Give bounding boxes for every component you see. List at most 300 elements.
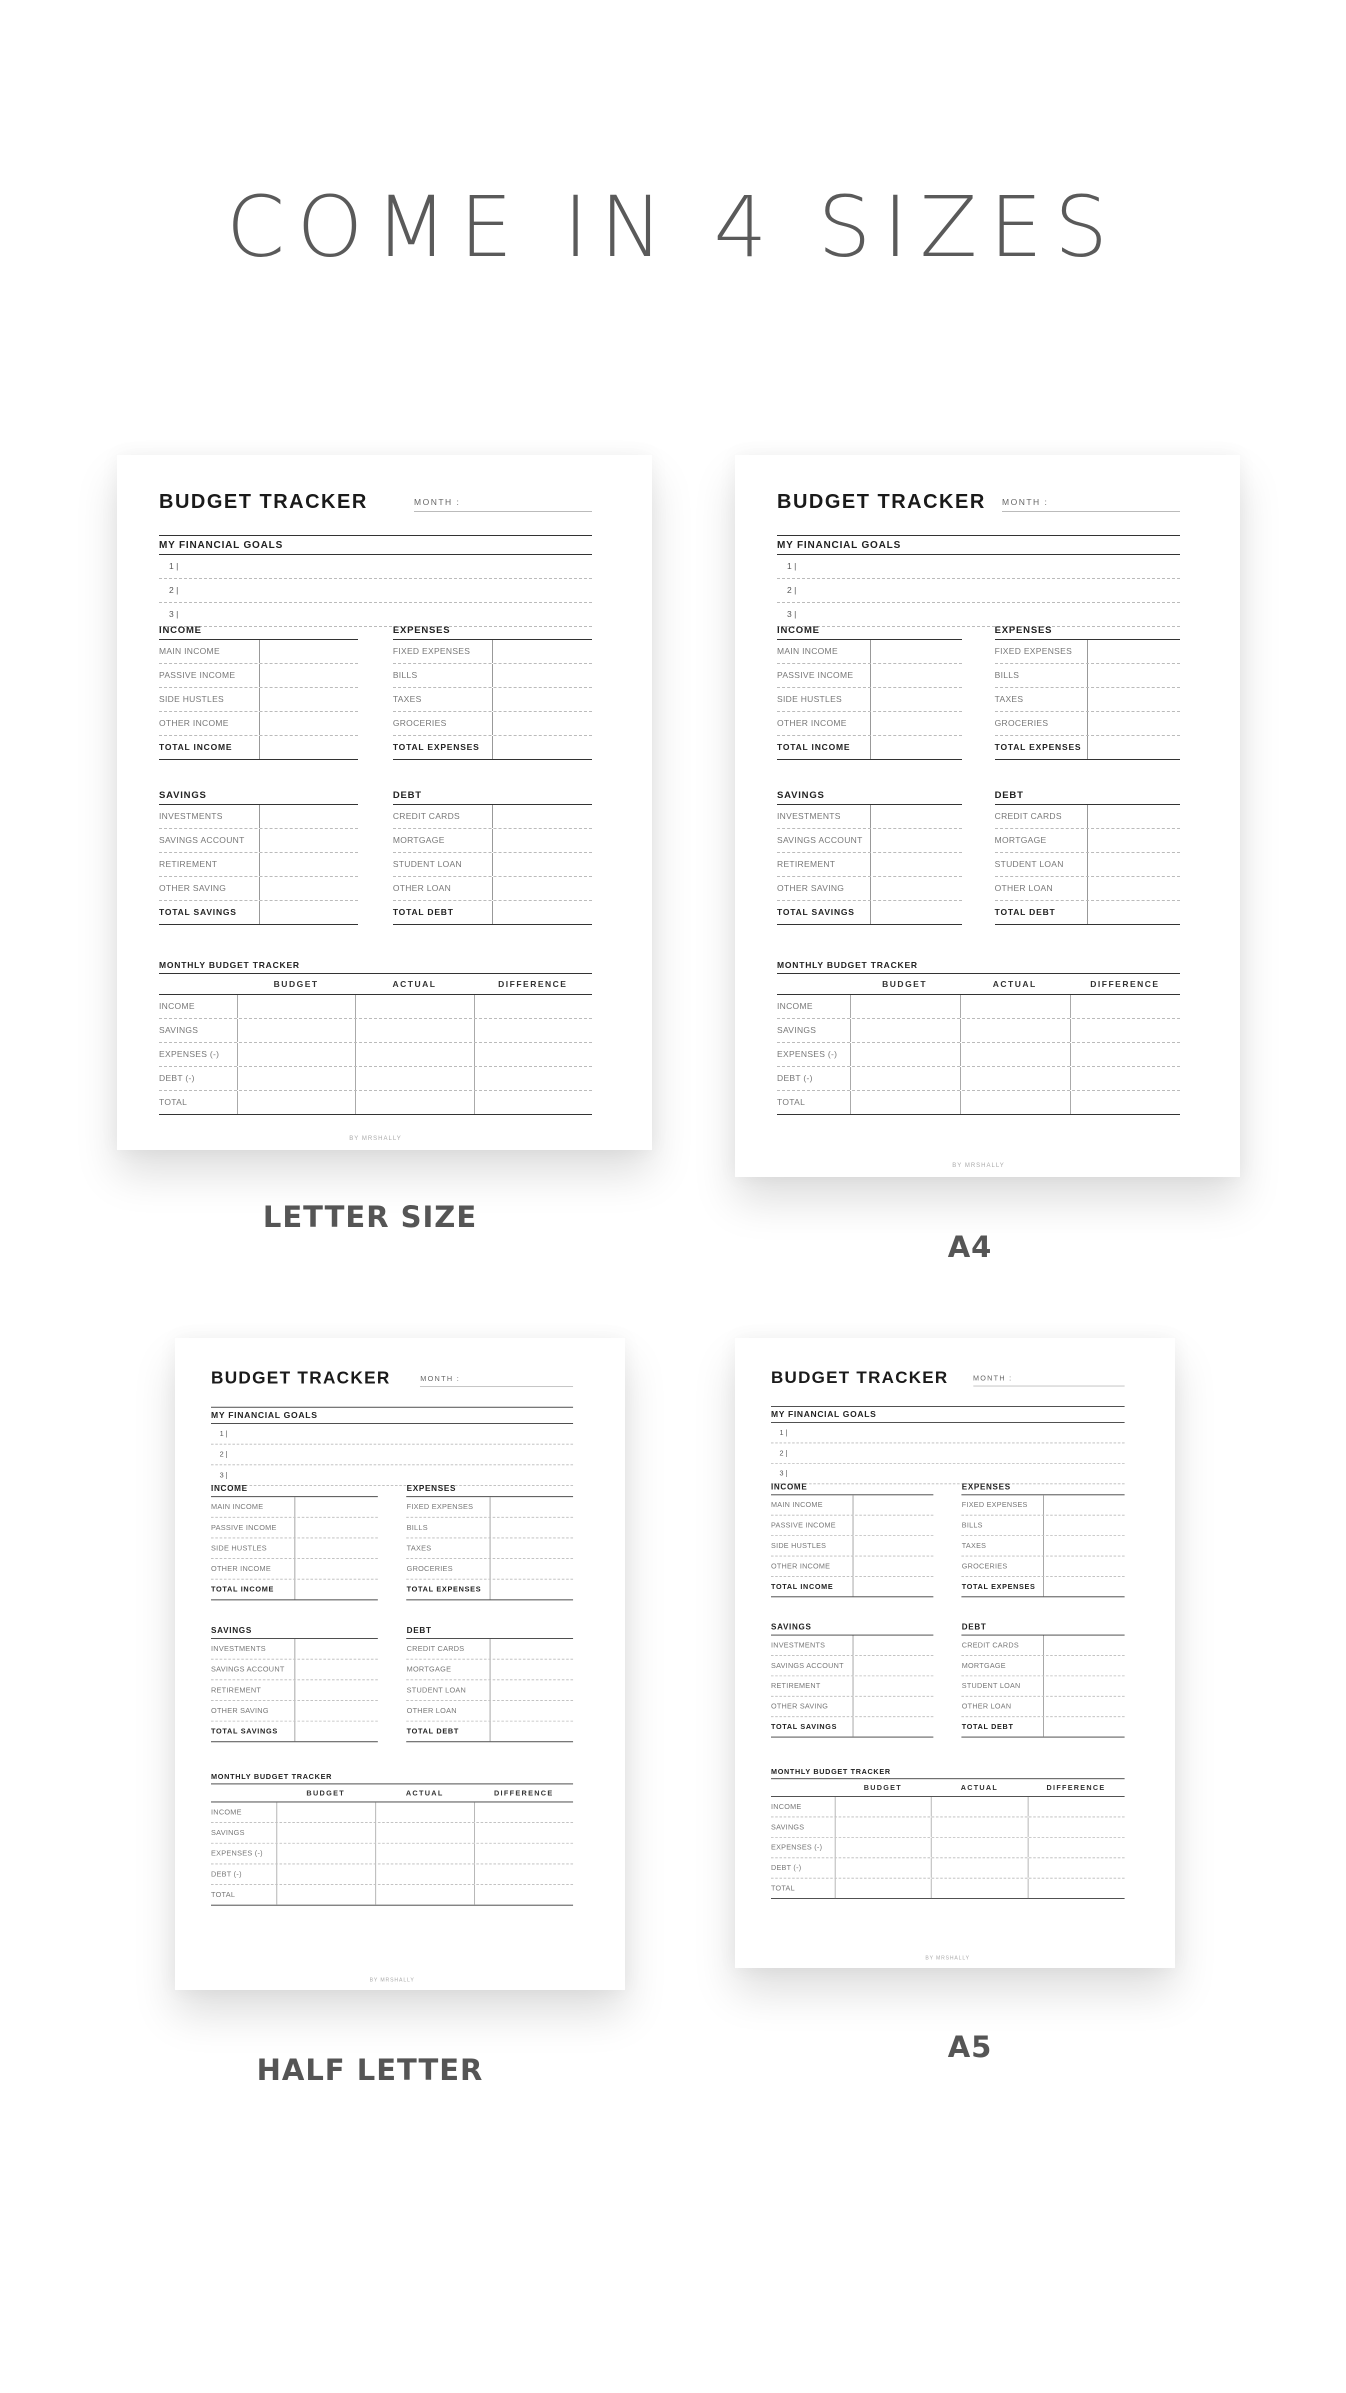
income-row-label: MAIN INCOME: [777, 640, 871, 663]
monthly-cell: [834, 1838, 931, 1858]
monthly-row: [211, 1885, 573, 1906]
monthly-cell: [834, 1879, 931, 1899]
savings-row-label: SAVINGS ACCOUNT: [771, 1656, 853, 1676]
savings-heading: SAVINGS: [159, 790, 358, 805]
monthly-cell: [276, 1844, 375, 1864]
expenses-heading: EXPENSES: [961, 1483, 1124, 1496]
income-row-label: OTHER INCOME: [159, 712, 260, 735]
monthly-row: [777, 995, 1180, 1019]
monthly-cell: [931, 1858, 1028, 1878]
monthly-row: [771, 1838, 1124, 1858]
savings-row: [771, 1676, 934, 1696]
monthly-cell: [375, 1802, 474, 1822]
expenses-row: [407, 1538, 574, 1559]
savings-row-label: SAVINGS ACCOUNT: [777, 829, 871, 852]
monthly-cell: [474, 1823, 573, 1843]
monthly-row-label: SAVINGS: [770, 1822, 805, 1831]
debt-row: [393, 805, 592, 829]
caption-letter-size: LETTER SIZE: [262, 1200, 478, 1234]
monthly-cell: [474, 995, 592, 1018]
caption-a4: A4: [947, 1230, 993, 1264]
income-total-label: TOTAL INCOME: [771, 1577, 853, 1597]
monthly-row-label: DEBT (-): [159, 1073, 195, 1083]
income-group: [777, 625, 962, 760]
monthly-column-header: ACTUAL: [405, 1788, 444, 1798]
expenses-row-label: BILLS: [407, 1518, 491, 1538]
debt-total-row: [995, 901, 1180, 925]
savings-row: [771, 1656, 934, 1676]
monthly-cell: [850, 1091, 960, 1114]
expenses-row: [393, 664, 592, 688]
expenses-total-row: [407, 1580, 574, 1601]
savings-row-label: OTHER SAVING: [211, 1701, 295, 1721]
income-row-label: OTHER INCOME: [771, 1556, 853, 1576]
savings-row: [211, 1701, 378, 1722]
debt-row: [407, 1701, 574, 1722]
monthly-header-blank: [777, 974, 850, 994]
expenses-heading: EXPENSES: [407, 1484, 574, 1497]
goal-line: 2 |: [771, 1443, 1124, 1463]
monthly-cell: [1070, 1019, 1180, 1042]
debt-row: [961, 1697, 1124, 1717]
monthly-row: [211, 1802, 573, 1823]
monthly-row-label: INCOME: [777, 1001, 813, 1011]
monthly-row-label: EXPENSES (-): [770, 1842, 822, 1852]
debt-heading: DEBT: [407, 1626, 574, 1639]
financial-goals-section: [159, 535, 592, 627]
monthly-row-label: SAVINGS: [777, 1025, 817, 1035]
monthly-row: [777, 1067, 1180, 1091]
savings-row-label: OTHER SAVING: [159, 877, 260, 900]
debt-row-label: CREDIT CARDS: [393, 805, 494, 828]
savings-total-label: TOTAL SAVINGS: [777, 901, 871, 924]
debt-total-label: TOTAL DEBT: [961, 1717, 1043, 1737]
income-total-row: [211, 1580, 378, 1601]
income-heading: INCOME: [159, 625, 358, 640]
income-group: [771, 1483, 934, 1598]
monthly-cell: [1070, 1067, 1180, 1090]
savings-heading: SAVINGS: [771, 1623, 934, 1636]
expenses-row: [961, 1495, 1124, 1515]
monthly-cell: [834, 1858, 931, 1878]
goals-heading: MY FINANCIAL GOALS: [777, 535, 1180, 555]
debt-total-label: TOTAL DEBT: [407, 1722, 491, 1742]
monthly-cell: [960, 1091, 1070, 1114]
monthly-cell: [474, 1043, 592, 1066]
expenses-group: [393, 625, 592, 760]
month-field: MONTH :: [1002, 497, 1180, 512]
monthly-column-header: BUDGET: [882, 979, 928, 989]
goal-line: 1 |: [771, 1423, 1124, 1443]
monthly-row-label: SAVINGS: [211, 1828, 245, 1837]
expenses-row: [961, 1536, 1124, 1556]
savings-row: [777, 829, 962, 853]
income-row-label: SIDE HUSTLES: [771, 1536, 853, 1556]
debt-group: [961, 1623, 1124, 1738]
debt-row-label: MORTGAGE: [995, 829, 1089, 852]
savings-total-row: [211, 1722, 378, 1743]
debt-heading: DEBT: [995, 790, 1180, 805]
debt-row-label: MORTGAGE: [961, 1656, 1043, 1676]
debt-row: [393, 877, 592, 901]
income-row: [771, 1556, 934, 1576]
tracker-title: BUDGET TRACKER: [770, 1368, 949, 1388]
monthly-cell: [375, 1885, 474, 1905]
monthly-cell: [1027, 1858, 1124, 1878]
monthly-row: [771, 1879, 1124, 1899]
monthly-row: [211, 1844, 573, 1865]
expenses-row-label: BILLS: [961, 1516, 1043, 1536]
savings-row: [159, 877, 358, 901]
monthly-cell: [375, 1864, 474, 1884]
financial-goals-section: [777, 535, 1180, 627]
debt-total-row: [961, 1717, 1124, 1737]
debt-row: [961, 1676, 1124, 1696]
goal-line: 3 |: [771, 1464, 1124, 1484]
expenses-heading: EXPENSES: [995, 625, 1180, 640]
income-row-label: MAIN INCOME: [771, 1495, 853, 1515]
savings-row-label: RETIREMENT: [777, 853, 871, 876]
expenses-row: [393, 688, 592, 712]
debt-row-label: OTHER LOAN: [407, 1701, 491, 1721]
monthly-header-row: [777, 974, 1180, 995]
monthly-row-label: TOTAL: [211, 1890, 236, 1899]
monthly-budget-table: [771, 1767, 1124, 1899]
savings-total-label: TOTAL SAVINGS: [771, 1717, 853, 1737]
income-row-label: SIDE HUSTLES: [211, 1538, 295, 1558]
expenses-total-row: [995, 736, 1180, 760]
debt-row-label: STUDENT LOAN: [393, 853, 494, 876]
monthly-cell: [474, 1885, 573, 1905]
savings-row-label: RETIREMENT: [159, 853, 260, 876]
goal-line: 2 |: [159, 579, 592, 603]
debt-row: [961, 1636, 1124, 1656]
tracker-title: BUDGET TRACKER: [777, 491, 986, 513]
debt-group: [995, 790, 1180, 925]
debt-row-label: CREDIT CARDS: [407, 1639, 491, 1659]
financial-goals-section: [211, 1407, 573, 1486]
debt-row-label: OTHER LOAN: [393, 877, 494, 900]
debt-row-label: STUDENT LOAN: [995, 853, 1089, 876]
monthly-row: [211, 1864, 573, 1885]
monthly-column-header: BUDGET: [273, 979, 319, 989]
monthly-cell: [276, 1823, 375, 1843]
monthly-column-header: DIFFERENCE: [1090, 979, 1160, 989]
monthly-cell: [237, 1019, 355, 1042]
monthly-row: [777, 1019, 1180, 1043]
expenses-row: [961, 1556, 1124, 1576]
monthly-cell: [355, 1067, 473, 1090]
expenses-total-row: [961, 1577, 1124, 1597]
monthly-row-label: EXPENSES (-): [159, 1049, 220, 1059]
income-row-label: PASSIVE INCOME: [211, 1518, 295, 1538]
monthly-row: [771, 1817, 1124, 1837]
monthly-row: [159, 1043, 592, 1067]
monthly-cell: [834, 1797, 931, 1817]
goal-line: 1 |: [777, 555, 1180, 579]
savings-group: [211, 1626, 378, 1742]
monthly-column-header: DIFFERENCE: [1046, 1783, 1106, 1792]
expenses-row: [995, 712, 1180, 736]
monthly-cell: [1027, 1817, 1124, 1837]
expenses-row-label: FIXED EXPENSES: [407, 1497, 491, 1517]
expenses-group: [995, 625, 1180, 760]
monthly-row: [777, 1043, 1180, 1067]
monthly-cell: [237, 1043, 355, 1066]
debt-row: [995, 877, 1180, 901]
income-row-label: MAIN INCOME: [159, 640, 260, 663]
income-row-label: PASSIVE INCOME: [771, 1516, 853, 1536]
savings-total-row: [159, 901, 358, 925]
goal-line: 1 |: [159, 555, 592, 579]
monthly-row-label: INCOME: [211, 1807, 242, 1817]
income-total-label: TOTAL INCOME: [159, 736, 260, 759]
monthly-cell: [355, 995, 473, 1018]
monthly-row-label: INCOME: [770, 1802, 802, 1811]
monthly-column-header: ACTUAL: [992, 979, 1037, 989]
income-row: [159, 712, 358, 736]
income-heading: INCOME: [211, 1484, 378, 1497]
goal-line: 1 |: [211, 1424, 573, 1445]
savings-row: [159, 853, 358, 877]
goal-line: 3 |: [211, 1465, 573, 1486]
savings-row: [771, 1636, 934, 1656]
monthly-cell: [276, 1885, 375, 1905]
savings-row-label: SAVINGS ACCOUNT: [211, 1660, 295, 1680]
monthly-heading: MONTHLY BUDGET TRACKER: [777, 960, 1180, 974]
monthly-row-label: DEBT (-): [211, 1869, 242, 1879]
debt-row: [995, 829, 1180, 853]
income-group: [211, 1484, 378, 1600]
month-field: MONTH :: [420, 1374, 573, 1387]
monthly-row: [159, 1091, 592, 1115]
debt-row: [995, 853, 1180, 877]
goals-heading: MY FINANCIAL GOALS: [159, 535, 592, 555]
income-row-label: MAIN INCOME: [211, 1497, 295, 1517]
debt-heading: DEBT: [393, 790, 592, 805]
income-row: [211, 1559, 378, 1580]
income-total-label: TOTAL INCOME: [211, 1580, 295, 1600]
monthly-cell: [1070, 1091, 1180, 1114]
monthly-cell: [931, 1838, 1028, 1858]
monthly-cell: [1027, 1797, 1124, 1817]
savings-row: [777, 805, 962, 829]
monthly-cell: [474, 1864, 573, 1884]
monthly-cell: [237, 1067, 355, 1090]
monthly-budget-table: [777, 960, 1180, 1115]
income-row: [771, 1516, 934, 1536]
debt-row-label: CREDIT CARDS: [961, 1636, 1043, 1656]
expenses-row-label: GROCERIES: [995, 712, 1089, 735]
debt-group: [407, 1626, 574, 1742]
income-row: [771, 1536, 934, 1556]
savings-total-label: TOTAL SAVINGS: [211, 1722, 295, 1742]
monthly-row: [159, 1019, 592, 1043]
expenses-row-label: FIXED EXPENSES: [961, 1495, 1043, 1515]
monthly-cell: [375, 1823, 474, 1843]
income-heading: INCOME: [777, 625, 962, 640]
income-row: [777, 712, 962, 736]
savings-row: [211, 1680, 378, 1701]
monthly-header-blank: [771, 1779, 835, 1796]
debt-row-label: CREDIT CARDS: [995, 805, 1089, 828]
expenses-heading: EXPENSES: [393, 625, 592, 640]
debt-row-label: OTHER LOAN: [995, 877, 1089, 900]
savings-row: [777, 877, 962, 901]
debt-group: [393, 790, 592, 925]
monthly-row: [211, 1823, 573, 1844]
monthly-cell: [850, 995, 960, 1018]
savings-row-label: RETIREMENT: [771, 1676, 853, 1696]
monthly-cell: [474, 1844, 573, 1864]
income-row: [159, 664, 358, 688]
expenses-row: [393, 640, 592, 664]
savings-row: [771, 1697, 934, 1717]
income-row-label: OTHER INCOME: [777, 712, 871, 735]
monthly-row-label: SAVINGS: [159, 1025, 199, 1035]
savings-group: [771, 1623, 934, 1738]
savings-heading: SAVINGS: [777, 790, 962, 805]
income-total-row: [777, 736, 962, 760]
debt-row: [407, 1660, 574, 1681]
monthly-cell: [960, 1043, 1070, 1066]
savings-group: [159, 790, 358, 925]
debt-row-label: MORTGAGE: [407, 1660, 491, 1680]
monthly-row-label: EXPENSES (-): [211, 1848, 263, 1858]
income-row: [159, 688, 358, 712]
monthly-cell: [355, 1091, 473, 1114]
expenses-row-label: GROCERIES: [407, 1559, 491, 1579]
expenses-row: [393, 712, 592, 736]
monthly-column-header: ACTUAL: [960, 1783, 998, 1792]
expenses-total-label: TOTAL EXPENSES: [961, 1577, 1043, 1597]
financial-goals-section: [771, 1406, 1124, 1484]
expenses-row: [995, 640, 1180, 664]
sheet-footer: BY MRSHALLY: [952, 1163, 1005, 1169]
goal-line: 3 |: [777, 603, 1180, 627]
debt-row-label: MORTGAGE: [393, 829, 494, 852]
savings-row-label: SAVINGS ACCOUNT: [159, 829, 260, 852]
income-total-row: [771, 1577, 934, 1597]
savings-total-row: [777, 901, 962, 925]
month-field: MONTH :: [414, 497, 592, 512]
debt-row-label: STUDENT LOAN: [407, 1680, 491, 1700]
income-row: [211, 1518, 378, 1539]
goals-heading: MY FINANCIAL GOALS: [771, 1406, 1124, 1423]
month-field: MONTH :: [973, 1374, 1124, 1387]
monthly-row-label: TOTAL: [770, 1883, 795, 1893]
savings-heading: SAVINGS: [211, 1626, 378, 1639]
expenses-row-label: TAXES: [393, 688, 494, 711]
income-row-label: OTHER INCOME: [211, 1559, 295, 1579]
income-row: [159, 640, 358, 664]
expenses-total-row: [393, 736, 592, 760]
monthly-cell: [474, 1091, 592, 1114]
monthly-cell: [1070, 1043, 1180, 1066]
caption-half-letter: HALF LETTER: [256, 2053, 484, 2087]
income-row: [777, 640, 962, 664]
monthly-row: [771, 1797, 1124, 1817]
expenses-row: [407, 1559, 574, 1580]
caption-a5: A5: [947, 2030, 993, 2064]
sheet-footer: BY MRSHALLY: [349, 1136, 402, 1142]
savings-row-label: RETIREMENT: [211, 1680, 295, 1700]
tracker-sheet-a5: [735, 1338, 1175, 1968]
monthly-cell: [850, 1067, 960, 1090]
income-row-label: PASSIVE INCOME: [159, 664, 260, 687]
income-row-label: SIDE HUSTLES: [777, 688, 871, 711]
monthly-row: [777, 1091, 1180, 1115]
monthly-column-header: BUDGET: [306, 1788, 346, 1798]
savings-total-label: TOTAL SAVINGS: [159, 901, 260, 924]
savings-row-label: OTHER SAVING: [771, 1697, 853, 1717]
goals-heading: MY FINANCIAL GOALS: [211, 1407, 573, 1424]
monthly-cell: [276, 1864, 375, 1884]
monthly-cell: [834, 1817, 931, 1837]
expenses-row-label: TAXES: [995, 688, 1089, 711]
income-row: [211, 1538, 378, 1559]
debt-row: [407, 1680, 574, 1701]
goal-line: 2 |: [777, 579, 1180, 603]
income-row-label: SIDE HUSTLES: [159, 688, 260, 711]
monthly-row-label: TOTAL: [159, 1097, 188, 1107]
monthly-column-header: BUDGET: [863, 1783, 902, 1792]
savings-row: [211, 1660, 378, 1681]
debt-total-label: TOTAL DEBT: [995, 901, 1089, 924]
monthly-row: [771, 1858, 1124, 1878]
expenses-total-label: TOTAL EXPENSES: [407, 1580, 491, 1600]
tracker-title: BUDGET TRACKER: [211, 1368, 391, 1388]
monthly-cell: [237, 1091, 355, 1114]
debt-row: [393, 853, 592, 877]
monthly-cell: [1027, 1838, 1124, 1858]
savings-row-label: INVESTMENTS: [777, 805, 871, 828]
monthly-header-row: [771, 1779, 1124, 1797]
tracker-sheet-a4: [735, 455, 1240, 1177]
income-row: [777, 664, 962, 688]
monthly-cell: [931, 1817, 1028, 1837]
debt-row: [995, 805, 1180, 829]
expenses-row-label: GROCERIES: [393, 712, 494, 735]
savings-row: [159, 805, 358, 829]
monthly-row-label: EXPENSES (-): [777, 1049, 838, 1059]
debt-total-label: TOTAL DEBT: [393, 901, 494, 924]
expenses-row: [961, 1516, 1124, 1536]
goal-line: 2 |: [211, 1445, 573, 1466]
monthly-cell: [931, 1797, 1028, 1817]
savings-row: [211, 1639, 378, 1660]
debt-total-row: [407, 1722, 574, 1743]
monthly-cell: [1070, 995, 1180, 1018]
monthly-row-label: TOTAL: [777, 1097, 806, 1107]
monthly-cell: [355, 1019, 473, 1042]
expenses-row-label: TAXES: [961, 1536, 1043, 1556]
monthly-row-label: DEBT (-): [777, 1073, 813, 1083]
savings-row-label: INVESTMENTS: [771, 1636, 853, 1656]
monthly-cell: [355, 1043, 473, 1066]
expenses-group: [407, 1484, 574, 1600]
tracker-sheet-half-letter: [175, 1338, 625, 1990]
expenses-row-label: GROCERIES: [961, 1556, 1043, 1576]
monthly-heading: MONTHLY BUDGET TRACKER: [159, 960, 592, 974]
expenses-row: [995, 664, 1180, 688]
income-row-label: PASSIVE INCOME: [777, 664, 871, 687]
savings-row: [777, 853, 962, 877]
tracker-sheet-letter-size: [117, 455, 652, 1150]
monthly-header-row: [211, 1784, 573, 1802]
monthly-row-label: INCOME: [159, 1001, 195, 1011]
savings-row-label: OTHER SAVING: [777, 877, 871, 900]
